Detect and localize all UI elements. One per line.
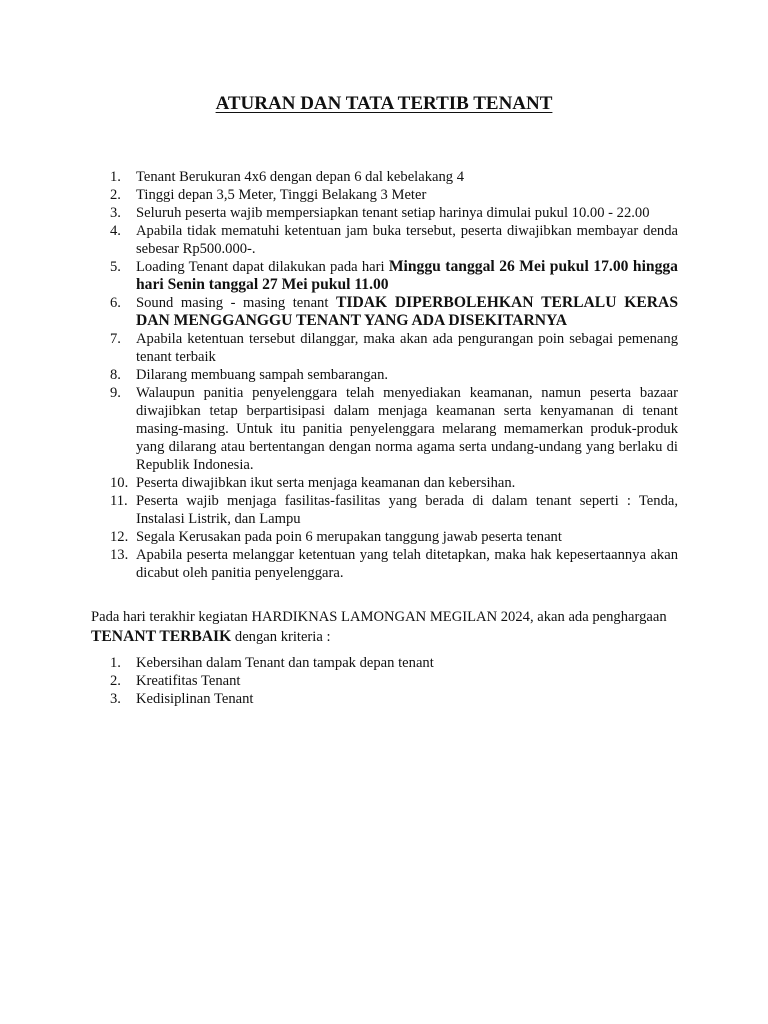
criteria-item [110,690,678,708]
award-paragraph [91,608,681,647]
document-title-text: ATURAN DAN TATA TERTIB TENANT [215,93,553,114]
rule-number: 6. [110,295,121,311]
rule-text: Peserta wajib menjaga fasilitas-fasilitas yang berada di dalam tenant seperti : Tenda, Instalasi Listrik, dan Lampu [136,493,678,527]
rule-item [110,528,678,546]
criteria-item [110,672,678,690]
rule-text: Apabila tidak mematuhi ketentuan jam buka tersebut, peserta diwajibkan membayar denda sebesar Rp500.000-. [136,223,678,257]
rule-number: 12. [110,529,129,545]
rule-item [110,258,678,294]
rule-number: 5. [110,259,121,275]
criteria-text: Kedisiplinan Tenant [136,691,254,707]
rule-number: 9. [110,385,121,401]
rule-text: Peserta diwajibkan ikut serta menjaga keamanan dan kebersihan. [136,475,516,491]
award-intro: Pada hari terakhir kegiatan HARDIKNAS LAMONGAN MEGILAN 2024, akan ada penghargaan [91,609,667,625]
award-highlight: TENANT TERBAIK [91,628,232,645]
rule-text: Loading Tenant dapat dilakukan pada hari [136,259,389,275]
rule-item [110,546,678,582]
criteria-number: 3. [110,691,121,707]
rule-text: Tenant Berukuran 4x6 dengan depan 6 dal kebelakang 4 [136,169,465,185]
criteria-number: 2. [110,673,121,689]
rule-number: 8. [110,367,121,383]
rule-number: 3. [110,205,121,221]
rule-text: Apabila ketentuan tersebut dilanggar, maka akan ada pengurangan poin sebagai pemenang tenant terbaik [136,331,678,365]
criteria-number: 1. [110,655,121,671]
rule-text: Segala Kerusakan pada poin 6 merupakan tanggung jawab peserta tenant [136,529,562,545]
rule-number: 10. [110,475,129,491]
rules-list [110,168,678,582]
rule-text: Walaupun panitia penyelenggara telah menyediakan keamanan, namun peserta bazaar diwajibkan tetap berpartisipasi dalam menjaga keamanan serta kenyamanan di tenant masing-masing. Untuk itu panitia penyelenggara melarang memamerkan produk-produk yang dilarang atau bertentangan dengan norma agama serta undang-undang yang berlaku di Republik Indonesia. [136,385,678,473]
document-title [0,92,768,116]
rule-text: Seluruh peserta wajib mempersiapkan tenant setiap harinya dimulai pukul 10.00 - 22.00 [136,205,650,221]
rule-item [110,330,678,366]
rule-number: 2. [110,187,121,203]
rule-text: Sound masing - masing tenant [136,295,336,311]
rule-item [110,168,678,186]
rule-item [110,186,678,204]
rule-number: 11. [110,493,128,509]
rule-item [110,366,678,384]
rule-text: Apabila peserta melanggar ketentuan yang telah ditetapkan, maka hak kepesertaannya akan dicabut oleh panitia penyelenggara. [136,547,678,581]
criteria-item [110,654,678,672]
rule-item [110,294,678,330]
rule-item [110,384,678,474]
rule-number: 13. [110,547,129,563]
rule-item [110,474,678,492]
rule-number: 4. [110,223,121,239]
rule-emphasis: TIDAK DIPERBOLEHKAN TERLALU KERAS DAN MENGGANGGU TENANT YANG ADA DISEKITARNYA [136,294,678,329]
rule-number: 1. [110,169,121,185]
rule-text: Tinggi depan 3,5 Meter, Tinggi Belakang 3 Meter [136,187,427,203]
award-outro: dengan kriteria : [231,629,331,645]
criteria-list [110,654,678,708]
rule-text: Dilarang membuang sampah sembarangan. [136,367,389,383]
rule-number: 7. [110,331,121,347]
rule-item [110,222,678,258]
rule-item [110,204,678,222]
rule-emphasis: Minggu tanggal 26 Mei pukul 17.00 hingga hari Senin tanggal 27 Mei pukul 11.00 [136,258,678,293]
criteria-text: Kreatifitas Tenant [136,673,241,689]
criteria-text: Kebersihan dalam Tenant dan tampak depan tenant [136,655,434,671]
rule-item [110,492,678,528]
